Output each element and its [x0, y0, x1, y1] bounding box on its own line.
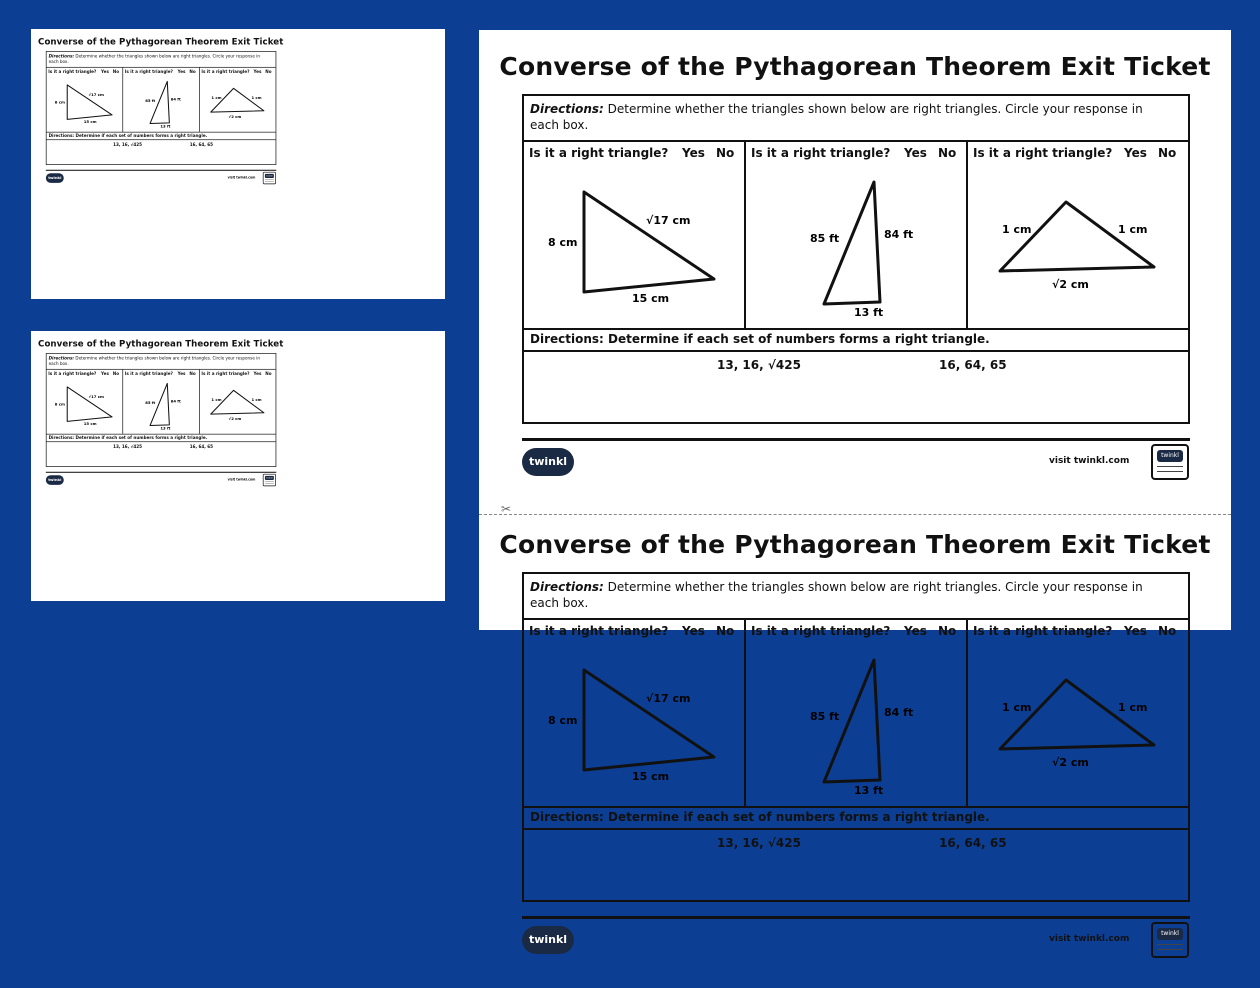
triangle-1-side-b: 15 cm	[632, 292, 670, 305]
triangle-3-figure	[200, 68, 276, 132]
triangle-cell-3	[200, 68, 276, 132]
question-label: Is it a right triangle?	[48, 371, 97, 376]
directions	[530, 101, 1170, 133]
divider	[47, 441, 276, 442]
triangle-cell-2	[746, 142, 968, 328]
ticket-title: Converse of the Pythagorean Theorem Exit Ticket	[38, 338, 284, 349]
number-set-2: 16, 64, 65	[939, 836, 1007, 850]
triangle-3-side-a: 1 cm	[1002, 701, 1032, 714]
main-sheet	[479, 30, 1231, 946]
question-label: Is it a right triangle?	[124, 371, 173, 376]
yes-option[interactable]: Yes	[253, 371, 262, 376]
yes-option[interactable]: Yes	[904, 624, 927, 638]
footer-rule	[46, 170, 276, 171]
triangle-2-side-c: 13 ft	[160, 123, 171, 129]
triangle-1-side-a: 8 cm	[548, 714, 578, 727]
ticket-box	[522, 572, 1190, 902]
yes-option[interactable]: Yes	[177, 371, 186, 376]
triangle-2-figure	[123, 68, 200, 132]
question-label: Is it a right triangle?	[48, 69, 97, 74]
badge-label: twinkl	[1157, 450, 1183, 462]
ticket-title: Converse of the Pythagorean Theorem Exit Ticket	[499, 52, 1211, 81]
triangle-3-side-c: √2 cm	[228, 416, 242, 422]
twinkl-badge-icon	[263, 474, 276, 486]
triangle-row	[47, 67, 276, 133]
question-label: Is it a right triangle?	[529, 624, 669, 638]
directions	[49, 53, 270, 64]
question-label: Is it a right triangle?	[201, 69, 250, 74]
triangle-1-hypotenuse: √17 cm	[88, 91, 104, 97]
no-option[interactable]: No	[265, 69, 272, 74]
directions-text: Determine whether the triangles shown below are right triangles. Circle your response in each box.	[48, 355, 260, 367]
triangle-cell-3	[968, 142, 1188, 328]
triangle-2-side-c: 13 ft	[854, 306, 884, 319]
number-set-2: 16, 64, 65	[189, 142, 214, 147]
triangle-2-side-b: 84 ft	[170, 398, 181, 404]
triangle-3-figure	[968, 620, 1188, 806]
yes-option[interactable]: Yes	[101, 371, 109, 376]
twinkl-badge-icon	[1151, 922, 1189, 958]
triangle-2-side-a: 85 ft	[145, 400, 156, 406]
triangle-3-side-c: √2 cm	[228, 114, 242, 120]
triangle-3-side-b: 1 cm	[1118, 701, 1148, 714]
directions	[530, 579, 1170, 611]
triangle-cell-3	[968, 620, 1188, 806]
scissors-icon: ✂	[501, 502, 512, 516]
footer-rule	[522, 916, 1190, 919]
directions-label: Directions:	[48, 355, 75, 361]
preview-sheet-2[interactable]	[31, 331, 445, 601]
no-option[interactable]: No	[938, 146, 957, 160]
triangle-cell-1	[47, 370, 124, 434]
yes-option[interactable]: Yes	[1124, 146, 1147, 160]
visit-link: visit twinkl.com	[1049, 456, 1130, 466]
no-option[interactable]: No	[1158, 146, 1177, 160]
triangle-cell-1	[524, 142, 746, 328]
directions-2: Directions: Determine if each set of numbers forms a right triangle.	[48, 435, 208, 441]
visit-link: visit twinkl.com	[1049, 934, 1130, 944]
triangle-3-side-b: 1 cm	[251, 95, 262, 101]
triangle-3-figure	[968, 142, 1188, 328]
twinkl-badge-icon	[1151, 444, 1189, 480]
triangle-cell-2	[746, 620, 968, 806]
ticket-box	[522, 94, 1190, 424]
directions-text: Determine whether the triangles shown below are right triangles. Circle your response in each box.	[530, 580, 1143, 610]
question-label: Is it a right triangle?	[751, 624, 891, 638]
yes-option[interactable]: Yes	[253, 69, 262, 74]
exit-ticket	[479, 30, 1231, 510]
question-label: Is it a right triangle?	[973, 146, 1113, 160]
triangle-cell-2	[123, 370, 200, 434]
triangle-1-side-a: 8 cm	[54, 99, 65, 105]
ticket-title: Converse of the Pythagorean Theorem Exit Ticket	[499, 530, 1211, 559]
triangle-cell-1	[47, 68, 124, 132]
question-label: Is it a right triangle?	[201, 371, 250, 376]
triangle-2-figure	[746, 620, 968, 806]
directions-label: Directions:	[48, 53, 75, 59]
triangle-3-side-c: √2 cm	[1052, 278, 1089, 291]
no-option[interactable]: No	[1158, 624, 1177, 638]
ticket-box	[46, 51, 276, 165]
triangle-1-hypotenuse: √17 cm	[646, 692, 691, 705]
triangle-3-side-c: √2 cm	[1052, 756, 1089, 769]
triangle-1-side-b: 15 cm	[632, 770, 670, 783]
number-set-1: 13, 16, √425	[113, 444, 143, 449]
number-set-1: 13, 16, √425	[717, 358, 801, 372]
no-option[interactable]: No	[189, 371, 196, 376]
triangle-1-figure	[524, 142, 746, 328]
divider	[524, 828, 1188, 830]
number-set-1: 13, 16, √425	[113, 142, 143, 147]
triangle-1-figure	[524, 620, 746, 806]
exit-ticket	[31, 331, 290, 497]
directions-2: Directions: Determine if each set of numbers forms a right triangle.	[530, 332, 990, 346]
yes-option[interactable]: Yes	[177, 69, 186, 74]
twinkl-logo: twinkl	[46, 475, 64, 485]
footer-rule	[522, 438, 1190, 441]
exit-ticket	[479, 508, 1231, 988]
visit-link: visit twinkl.com	[227, 175, 256, 180]
triangle-2-side-b: 84 ft	[884, 706, 914, 719]
no-option[interactable]: No	[716, 146, 735, 160]
no-option[interactable]: No	[716, 624, 735, 638]
triangle-2-figure	[123, 370, 200, 434]
triangle-2-side-b: 84 ft	[884, 228, 914, 241]
triangle-1-hypotenuse: √17 cm	[88, 393, 104, 399]
divider	[524, 350, 1188, 352]
directions	[49, 355, 270, 366]
triangle-3-side-b: 1 cm	[1118, 223, 1148, 236]
directions-text: Determine whether the triangles shown below are right triangles. Circle your response in each box.	[530, 102, 1143, 132]
triangle-2-side-b: 84 ft	[170, 96, 181, 102]
triangle-row	[47, 369, 276, 435]
question-label: Is it a right triangle?	[973, 624, 1113, 638]
twinkl-logo: twinkl	[46, 173, 64, 183]
number-set-2: 16, 64, 65	[189, 444, 214, 449]
no-option[interactable]: No	[112, 371, 120, 376]
directions-2: Directions: Determine if each set of numbers forms a right triangle.	[530, 810, 990, 824]
triangle-2-side-c: 13 ft	[160, 425, 171, 431]
badge-label: twinkl	[266, 174, 273, 178]
triangle-3-side-a: 1 cm	[1002, 223, 1032, 236]
triangle-1-side-b: 15 cm	[83, 420, 97, 426]
triangle-1-side-a: 8 cm	[548, 236, 578, 249]
question-label: Is it a right triangle?	[751, 146, 891, 160]
triangle-2-side-a: 85 ft	[145, 98, 156, 104]
footer-rule	[46, 472, 276, 473]
triangle-3-side-b: 1 cm	[251, 397, 262, 403]
twinkl-logo: twinkl	[522, 448, 574, 476]
question-label: Is it a right triangle?	[124, 69, 173, 74]
no-option[interactable]: No	[265, 371, 272, 376]
preview-sheet-1[interactable]	[31, 29, 445, 299]
ticket-box	[46, 353, 276, 467]
triangle-cell-3	[200, 370, 276, 434]
triangle-2-side-c: 13 ft	[854, 784, 884, 797]
triangle-2-side-a: 85 ft	[810, 232, 840, 245]
visit-link: visit twinkl.com	[227, 477, 256, 482]
yes-option[interactable]: Yes	[682, 146, 705, 160]
triangle-2-figure	[746, 142, 968, 328]
triangle-cell-1	[524, 620, 746, 806]
badge-label: twinkl	[1157, 928, 1183, 940]
triangle-1-figure	[47, 68, 124, 132]
directions-text: Determine whether the triangles shown below are right triangles. Circle your response in each box.	[48, 53, 260, 65]
twinkl-badge-icon	[263, 172, 276, 184]
triangle-3-side-a: 1 cm	[211, 95, 222, 101]
exit-ticket	[31, 29, 290, 195]
directions-label: Directions:	[530, 580, 604, 594]
yes-option[interactable]: Yes	[682, 624, 705, 638]
yes-option[interactable]: Yes	[1124, 624, 1147, 638]
badge-label: twinkl	[266, 476, 273, 480]
triangle-3-figure	[200, 370, 276, 434]
directions-2: Directions: Determine if each set of numbers forms a right triangle.	[48, 133, 208, 139]
divider	[47, 139, 276, 140]
directions-label: Directions:	[530, 102, 604, 116]
triangle-1-side-a: 8 cm	[54, 401, 65, 407]
yes-option[interactable]: Yes	[101, 69, 109, 74]
number-set-2: 16, 64, 65	[939, 358, 1007, 372]
triangle-row	[524, 618, 1188, 808]
ticket-title: Converse of the Pythagorean Theorem Exit Ticket	[38, 36, 284, 47]
triangle-3-side-a: 1 cm	[211, 397, 222, 403]
triangle-1-figure	[47, 370, 124, 434]
triangle-1-hypotenuse: √17 cm	[646, 214, 691, 227]
no-option[interactable]: No	[112, 69, 120, 74]
number-set-1: 13, 16, √425	[717, 836, 801, 850]
preview-sheet-2-content	[31, 331, 445, 745]
yes-option[interactable]: Yes	[904, 146, 927, 160]
triangle-1-side-b: 15 cm	[83, 118, 97, 124]
twinkl-logo: twinkl	[522, 926, 574, 954]
triangle-2-side-a: 85 ft	[810, 710, 840, 723]
no-option[interactable]: No	[938, 624, 957, 638]
triangle-row	[524, 140, 1188, 330]
triangle-cell-2	[123, 68, 200, 132]
no-option[interactable]: No	[189, 69, 196, 74]
question-label: Is it a right triangle?	[529, 146, 669, 160]
